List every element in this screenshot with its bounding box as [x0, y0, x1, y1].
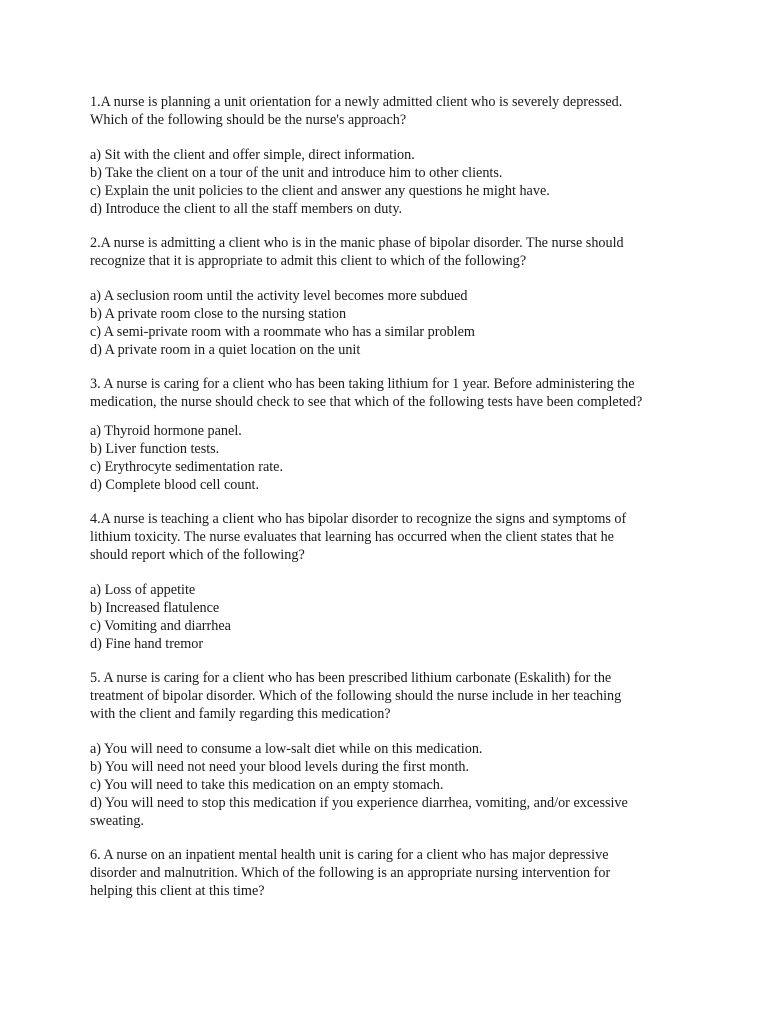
question-stem: 1.A nurse is planning a unit orientation for a newly admitted client who is severely depressed. Which of the following should be the nurse's approach?: [90, 94, 623, 128]
question-stem: 3. A nurse is caring for a client who has been taking lithium for 1 year. Before administering the medication, the nurse should check to see that which of the following tests have been completed?: [90, 376, 643, 410]
answer-option-d: d) Introduce the client to all the staff members on duty.: [90, 201, 403, 217]
answer-options: [90, 422, 690, 494]
answer-option-c: c) Vomiting and diarrhea: [90, 618, 231, 634]
answer-option-b: b) Liver function tests.: [90, 441, 220, 457]
answer-options: [90, 581, 690, 653]
answer-option-b: b) Take the client on a tour of the unit and introduce him to other clients.: [90, 165, 503, 181]
answer-option-a: a) Sit with the client and offer simple, direct information.: [90, 147, 415, 163]
answer-option-c: c) You will need to take this medication on an empty stomach.: [90, 777, 444, 793]
question-3: [90, 375, 690, 494]
question-stem: 4.A nurse is teaching a client who has bipolar disorder to recognize the signs and symptoms of lithium toxicity. The nurse evaluates that learning has occurred when the client states that he should report which of the following?: [90, 511, 627, 563]
answer-option-c: c) Explain the unit policies to the client and answer any questions he might have.: [90, 183, 550, 199]
answer-option-a: a) Loss of appetite: [90, 582, 196, 598]
question-4: [90, 510, 690, 653]
question-stem: 6. A nurse on an inpatient mental health unit is caring for a client who has major depressive disorder and malnutrition. Which of the following is an appropriate nursing intervention for helping this client at this time?: [90, 847, 611, 899]
answer-option-d: d) Fine hand tremor: [90, 636, 204, 652]
question-5: [90, 669, 690, 830]
answer-options: [90, 146, 690, 218]
question-6: [90, 846, 690, 900]
answer-option-d: d) A private room in a quiet location on the unit: [90, 342, 361, 358]
answer-option-a: a) A seclusion room until the activity level becomes more subdued: [90, 288, 468, 304]
answer-options: [90, 287, 690, 359]
answer-option-a: a) Thyroid hormone panel.: [90, 423, 242, 439]
answer-option-c: c) A semi-private room with a roommate who has a similar problem: [90, 324, 475, 340]
answer-option-b: b) A private room close to the nursing station: [90, 306, 347, 322]
question-stem: 5. A nurse is caring for a client who has been prescribed lithium carbonate (Eskalith) for the treatment of bipolar disorder. Which of the following should the nurse include in her teaching with the client and family regarding this medication?: [90, 670, 622, 722]
document-page: [90, 93, 690, 916]
answer-options: [90, 740, 690, 830]
answer-option-d: d) You will need to stop this medication if you experience diarrhea, vomiting, and/or excessive sweating.: [90, 795, 628, 829]
question-1: [90, 93, 690, 218]
answer-option-d: d) Complete blood cell count.: [90, 477, 260, 493]
answer-option-a: a) You will need to consume a low-salt diet while on this medication.: [90, 741, 483, 757]
question-stem: 2.A nurse is admitting a client who is in the manic phase of bipolar disorder. The nurse should recognize that it is appropriate to admit this client to which of the following?: [90, 235, 624, 269]
answer-option-b: b) Increased flatulence: [90, 600, 220, 616]
question-2: [90, 234, 690, 359]
answer-option-c: c) Erythrocyte sedimentation rate.: [90, 459, 284, 475]
answer-option-b: b) You will need not need your blood levels during the first month.: [90, 759, 470, 775]
